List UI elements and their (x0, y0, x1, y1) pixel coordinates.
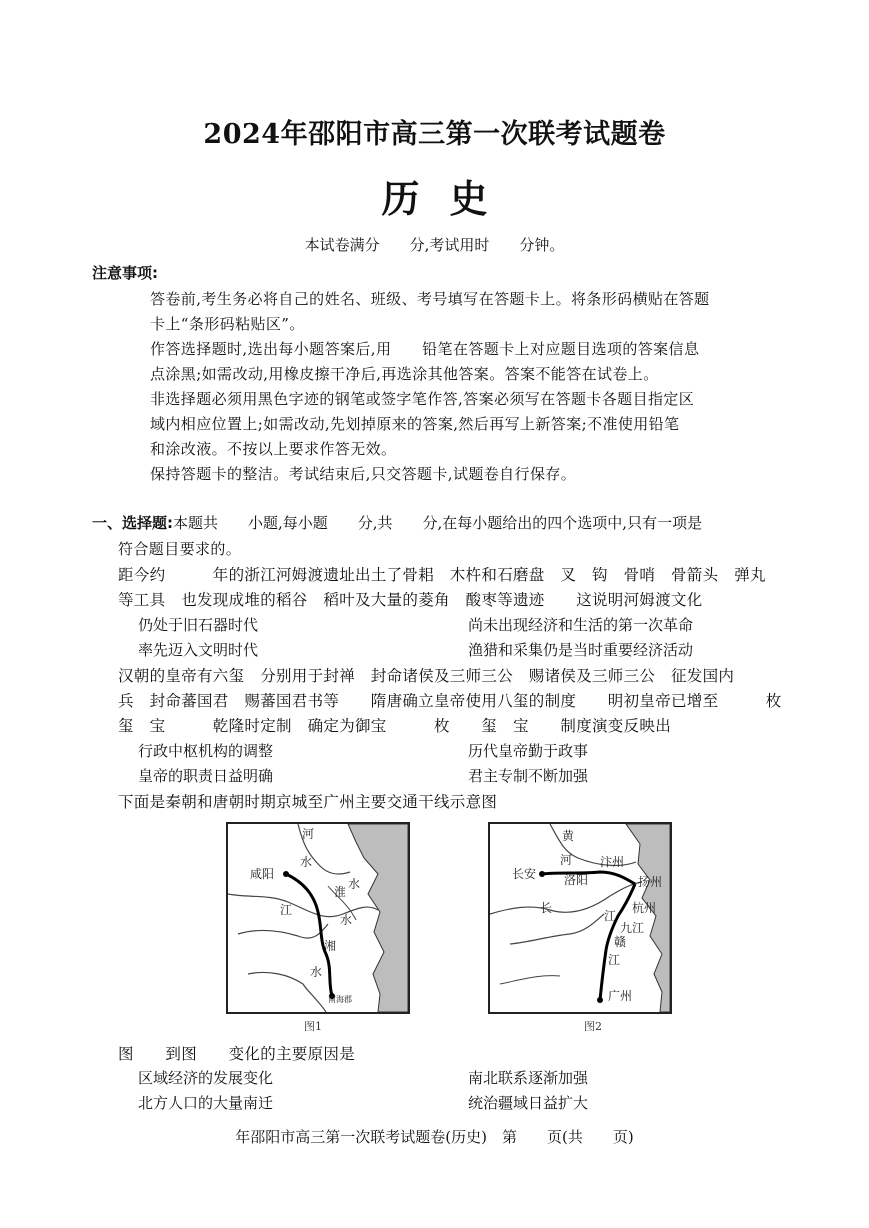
notice-line: 点涂黑;如需改动,用橡皮擦干净后,再选涂其他答案。答案不能答在试卷上。 (150, 365, 659, 383)
map2-label: 扬州 (638, 875, 663, 889)
map2-label: 长 (540, 901, 553, 915)
notice-heading: 注意事项: (92, 264, 158, 282)
q1-option-d: 渔猎和采集仍是当时重要经济活动 (468, 641, 694, 659)
notice-line: 作答选择题时,选出每小题答案后,用 铅笔在答题卡上对应题目选项的答案信息 (150, 340, 700, 358)
q3-option-c: 北方人口的大量南迁 (138, 1094, 274, 1112)
q3-stem: 下面是秦朝和唐朝时期京城至广州主要交通干线示意图 (118, 793, 498, 811)
map2-label: 江 (604, 909, 617, 923)
section-heading (92, 512, 702, 533)
q1-option-b: 尚未出现经济和生活的第一次革命 (468, 616, 694, 634)
q3-option-a: 区域经济的发展变化 (138, 1069, 274, 1087)
notice-line: 保持答题卡的整洁。考试结束后,只交答题卡,试题卷自行保存。 (150, 465, 577, 483)
map1-label: 水 (348, 877, 361, 891)
q2-option-b: 历代皇帝勤于政事 (468, 742, 589, 760)
q2-stem-line: 汉朝的皇帝有六玺 分别用于封禅 封命诸侯及三师三公 赐诸侯及三师三公 征发国内 (118, 667, 735, 685)
q3-option-d: 统治疆域日益扩大 (468, 1094, 589, 1112)
q1-option-c: 率先迈入文明时代 (138, 641, 259, 659)
section-text-cont: 符合题目要求的。 (118, 540, 242, 558)
map2-caption: 图2 (584, 1020, 602, 1033)
q2-option-d: 君主专制不断加强 (468, 767, 589, 785)
section-label: 一、选择题: (92, 514, 173, 532)
map-qin (226, 822, 410, 1014)
page-footer: 年邵阳市高三第一次联考试题卷(历史) 第 页(共 页) (235, 1128, 634, 1146)
q2-option-a: 行政中枢机构的调整 (138, 742, 274, 760)
q3-question: 图 到图 变化的主要原因是 (118, 1045, 356, 1063)
map-tang (488, 822, 672, 1014)
map1-label: 河 (302, 827, 315, 841)
notice-line: 和涂改液。不按以上要求作答无效。 (150, 440, 397, 458)
map1-label: 水 (340, 913, 353, 927)
map2-label: 广州 (608, 989, 633, 1003)
q2-stem-line: 玺 宝 乾隆时定制 确定为御宝 枚 玺 宝 制度演变反映出 (118, 717, 672, 735)
notice-line: 域内相应位置上;如需改动,先划掉原来的答案,然后再写上新答案;不准使用铅笔 (150, 415, 680, 433)
map1-label: 水 (300, 855, 313, 869)
map1-label: 南海郡 (328, 995, 352, 1004)
q3-option-b: 南北联系逐渐加强 (468, 1069, 589, 1087)
q2-option-c: 皇帝的职责日益明确 (138, 767, 274, 785)
map2-label: 长安 (512, 867, 537, 881)
notice-line: 非选择题必须用黑色字迹的钢笔或签字笔作答,答案必须写在答题卡各题目指定区 (150, 390, 695, 408)
q1-stem-line: 等工具 也发现成堆的稻谷 稻叶及大量的菱角 酸枣等遗迹 这说明河姆渡文化 (118, 591, 703, 609)
map2-label: 九江 (620, 921, 645, 935)
map1-label: 水 (310, 965, 323, 979)
map1-label: 湘 (324, 939, 337, 953)
map2-label: 江 (608, 953, 621, 967)
q1-option-a: 仍处于旧石器时代 (138, 616, 259, 634)
notice-line: 答卷前,考生务必将自己的姓名、班级、考号填写在答题卡上。将条形码横贴在答题 (150, 290, 710, 308)
map2-label: 洛阳 (564, 873, 589, 887)
subject-title: 历史 (381, 176, 518, 221)
section-text: 本题共 小题,每小题 分,共 分,在每小题给出的四个选项中,只有一项是 (173, 514, 703, 532)
q2-stem-line: 兵 封命蕃国君 赐蕃国君书等 隋唐确立皇帝使用八玺的制度 明初皇帝已增至 枚 (118, 692, 782, 710)
exam-title: 2024年邵阳市高三第一次联考试题卷 (203, 119, 666, 150)
q1-stem-line: 距今约 年的浙江河姆渡遗址出土了骨耜 木杵和石磨盘 叉 钩 骨哨 骨箭头 弹丸 (118, 566, 766, 584)
map1-label: 江 (280, 903, 293, 917)
exam-info: 本试卷满分 分,考试用时 分钟。 (304, 236, 565, 254)
map2-label: 汴州 (600, 855, 625, 869)
map2-label: 杭州 (632, 901, 657, 915)
map2-label: 河 (560, 853, 573, 867)
notice-line: 卡上“条形码粘贴区”。 (150, 315, 305, 333)
map1-caption: 图1 (304, 1020, 322, 1033)
map2-label: 赣 (614, 935, 627, 949)
map1-label: 咸阳 (250, 867, 275, 881)
map2-label: 黄 (562, 829, 575, 843)
map1-label: 淮 (334, 885, 347, 899)
